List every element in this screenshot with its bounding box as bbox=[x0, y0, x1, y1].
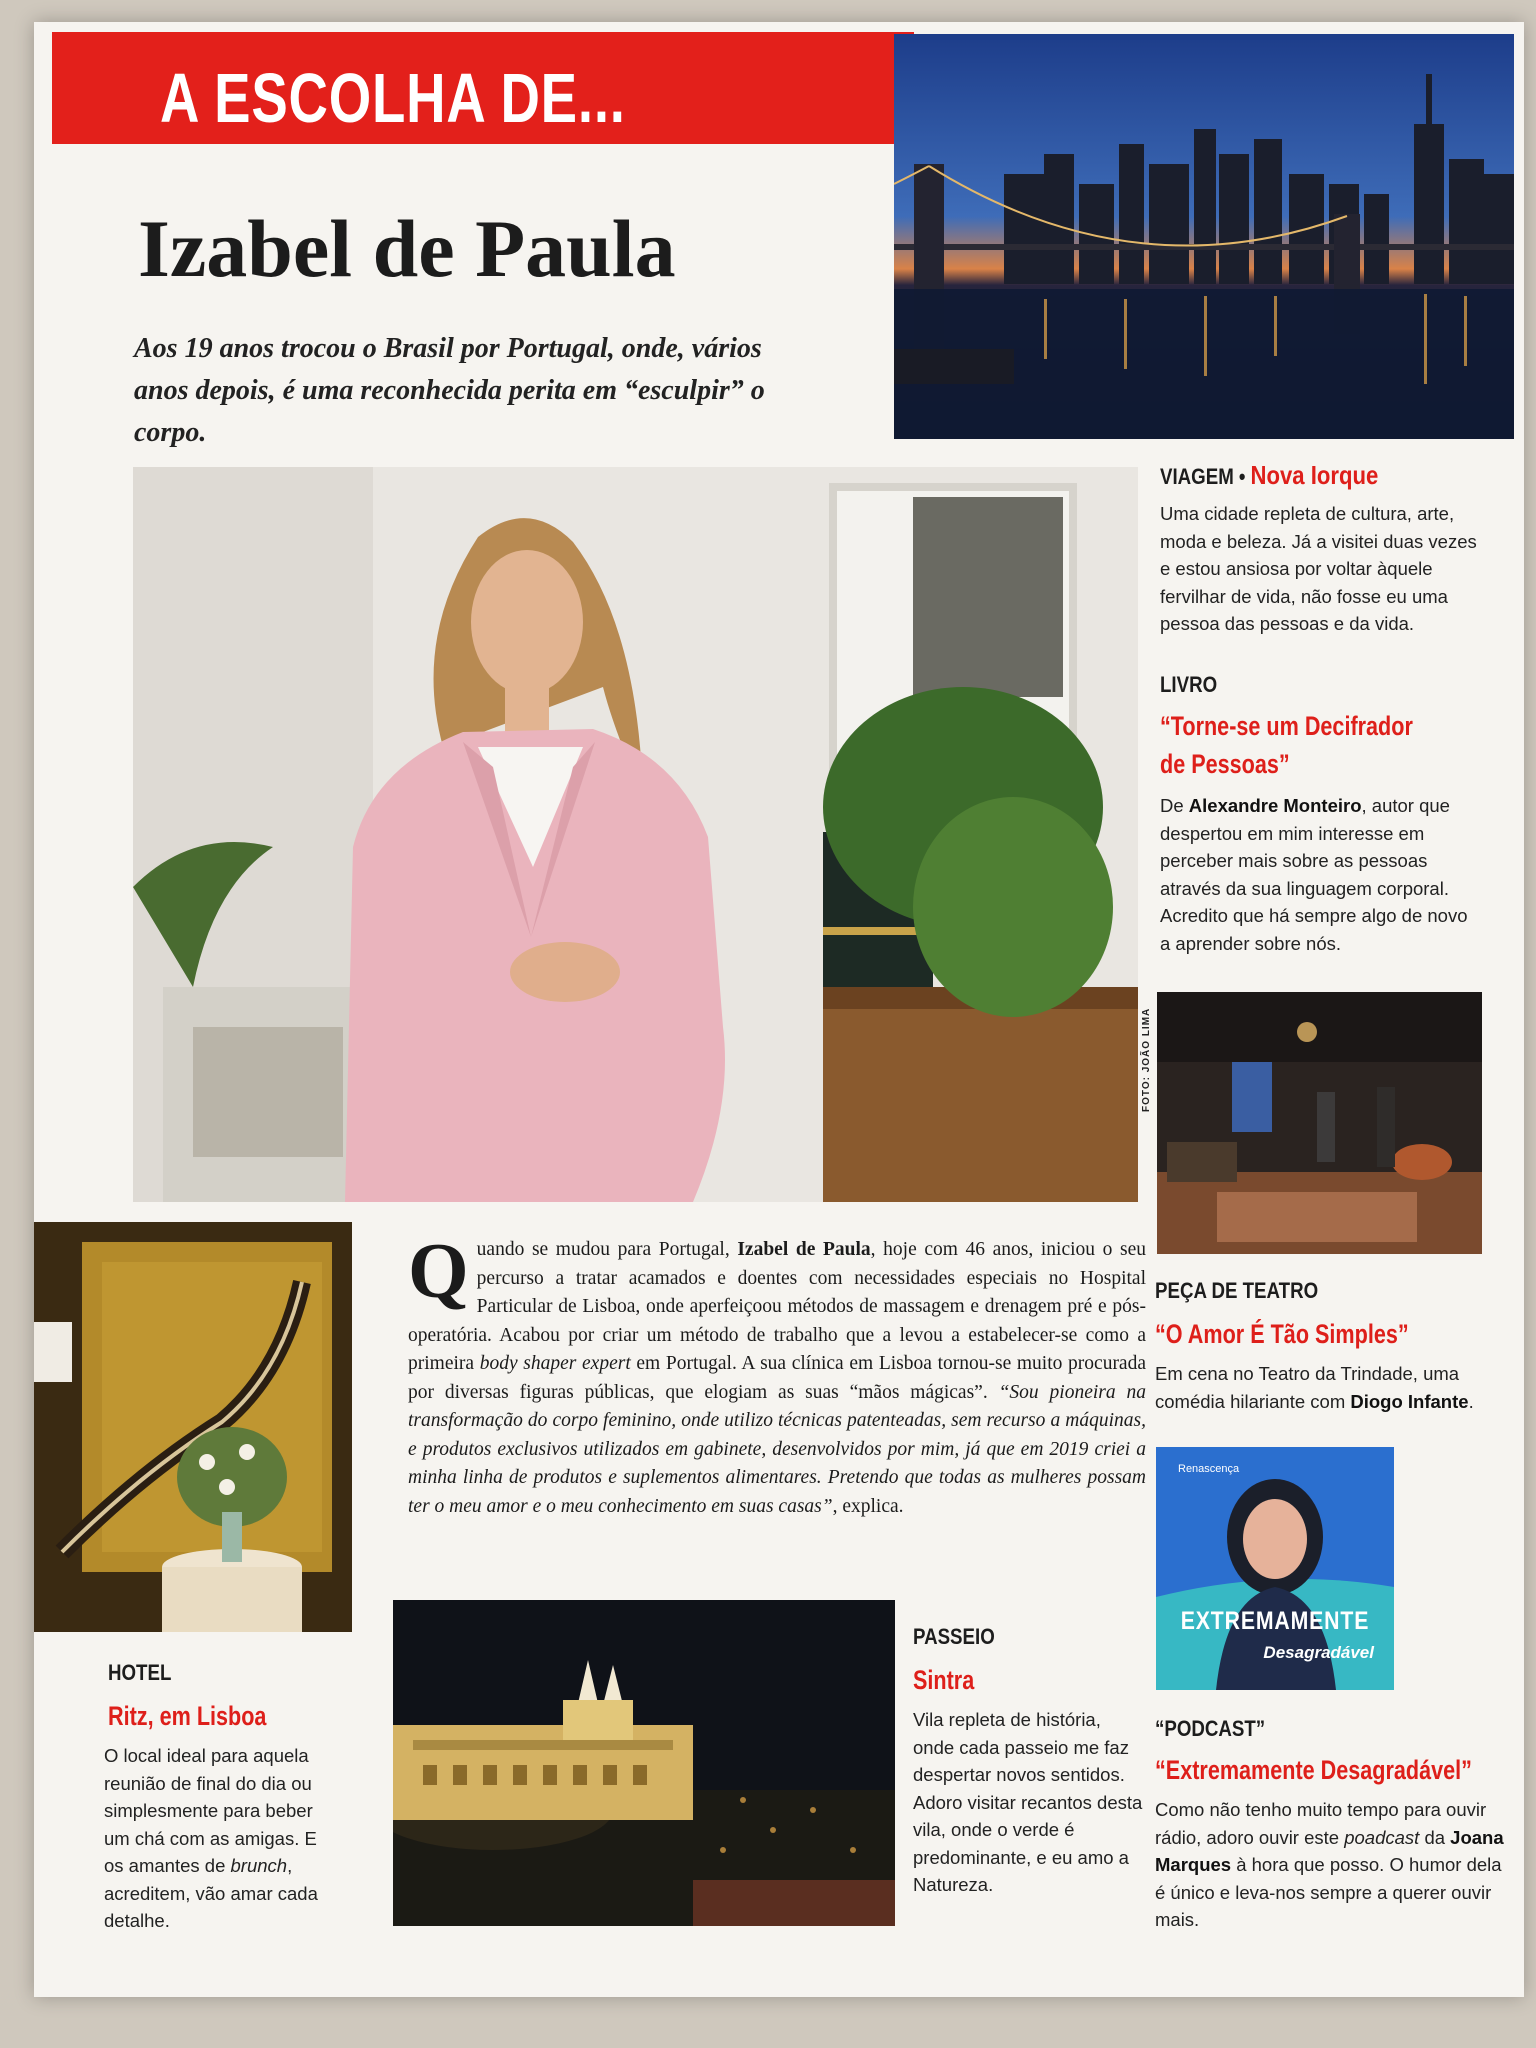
article-ending: , explica. bbox=[832, 1495, 904, 1517]
hotel-text-2: , acreditem, vão amar cada detalhe. bbox=[104, 1855, 318, 1931]
hotel-title: Ritz, em Lisboa bbox=[108, 1701, 267, 1731]
article-paragraph-1: , hoje com 46 anos, iniciou o seu percurso a tratar acamados e doentes com necessidades especiais no Hospital Particular de Lisboa, onde aperfeiçoou métodos de massagem e drenagem pré e pós-operatória. Acabou por criar um método de trabalho que a levou a estabelecer-se como a primeira bbox=[408, 1239, 1147, 1374]
new-york-photo bbox=[894, 34, 1514, 439]
magazine-page bbox=[34, 22, 1524, 1997]
banner-title: A ESCOLHA DE... bbox=[160, 59, 626, 137]
livro-title-line-2: de Pessoas” bbox=[1160, 749, 1290, 779]
article-body bbox=[408, 1227, 1147, 1521]
hotel-label: HOTEL bbox=[108, 1660, 172, 1685]
article-term: body shaper expert bbox=[479, 1353, 631, 1374]
teatro-title: “O Amor É Tão Simples” bbox=[1155, 1319, 1409, 1349]
hotel-text-1: O local ideal para aquela reunião de final do dia ou simplesmente para beber um chá com as amigas. E os amantes de bbox=[104, 1745, 317, 1876]
standfirst: Aos 19 anos trocou o Brasil por Portugal, onde, vários anos depois, é uma reconhecida perita em “esculpir” o corpo. bbox=[134, 333, 765, 448]
podcast-text-1: Como não tenho muito tempo para ouvir rádio, adoro ouvir este bbox=[1155, 1799, 1487, 1848]
podcast-logo-title: EXTREMAMENTE bbox=[1180, 1607, 1370, 1635]
sintra-photo bbox=[393, 1600, 895, 1926]
section-banner bbox=[52, 32, 914, 144]
teatro-label: PEÇA DE TEATRO bbox=[1155, 1278, 1319, 1303]
podcast-cover bbox=[1156, 1447, 1394, 1690]
livro-text bbox=[1160, 792, 1480, 957]
article-paragraph-2: em Portugal. A sua clínica em Lisboa tornou-se muito procurada por diversas figuras públicas, que elogiam as suas “mãos mágicas”. bbox=[408, 1353, 1146, 1403]
viagem-title: Nova Iorque bbox=[1250, 460, 1379, 490]
teatro-text-body: Em cena no Teatro da Trindade, uma comédia hilariante com bbox=[1155, 1363, 1460, 1412]
article-quote: “Sou pioneira na transformação do corpo feminino, onde utilizo técnicas patenteadas, sem recurso a máquinas, e produtos exclusivos utilizados em gabinete, desenvolvidos por mim, já que em 2019 criei a minha linha de produtos e suplementos alimentares. Pretendo que todas as mulheres possam ter o meu amor e o meu conhecimento em suas casas” bbox=[408, 1381, 1146, 1517]
drop-cap: Q bbox=[408, 1227, 469, 1314]
passeio-text: Vila repleta de história, onde cada passeio me faz despertar novos sentidos. Adoro visitar recantos desta vila, onde o verde é predominante, e eu amo a Natureza. bbox=[913, 1709, 1143, 1895]
subject-name: Izabel de Paula bbox=[138, 203, 676, 294]
article-subject-name: Izabel de Paula bbox=[737, 1239, 871, 1260]
livro-text-pre: De bbox=[1160, 795, 1189, 816]
viagem-text: Uma cidade repleta de cultura, arte, moda e beleza. Já a visitei duas vezes e estou ansiosa por voltar àquele fervilhar de vida, não fosse eu uma pessoa das pessoas e da vida. bbox=[1160, 503, 1477, 634]
viagem-label: VIAGEM bbox=[1160, 464, 1234, 489]
passeio-label: PASSEIO bbox=[913, 1624, 995, 1649]
theatre-photo bbox=[1157, 992, 1482, 1254]
photo-credit: FOTO: JOÃO LIMA bbox=[1141, 1007, 1152, 1112]
passeio-title: Sintra bbox=[913, 1665, 975, 1695]
podcast-label: “PODCAST” bbox=[1155, 1716, 1266, 1741]
hotel-term: brunch bbox=[230, 1855, 288, 1876]
teatro-text bbox=[1155, 1360, 1495, 1415]
teatro-text-end: . bbox=[1468, 1390, 1474, 1412]
article-lead: uando se mudou para Portugal, bbox=[476, 1239, 738, 1260]
podcast-title: “Extremamente Desagradável” bbox=[1155, 1755, 1472, 1785]
podcast-text-3: à hora que posso. O humor dela é único e leva-nos sempre a querer ouvir mais. bbox=[1155, 1854, 1502, 1930]
hotel-text bbox=[104, 1742, 334, 1935]
viagem-heading bbox=[1160, 460, 1378, 491]
podcast-logo-subtitle: Desagradável bbox=[1263, 1643, 1374, 1662]
livro-label: LIVRO bbox=[1160, 672, 1218, 697]
teatro-actor: Diogo Infante bbox=[1350, 1390, 1469, 1412]
portrait-photo bbox=[133, 467, 1138, 1202]
podcast-text-2: da bbox=[1419, 1826, 1451, 1848]
hotel-photo bbox=[34, 1222, 352, 1632]
podcast-host: Joana Marques bbox=[1155, 1826, 1504, 1875]
livro-author: Alexandre Monteiro bbox=[1188, 795, 1362, 816]
bullet-icon: • bbox=[1238, 464, 1246, 489]
livro-title-line-1: “Torne-se um Decifrador bbox=[1160, 711, 1413, 741]
podcast-term: poadcast bbox=[1344, 1826, 1420, 1848]
podcast-text bbox=[1155, 1796, 1505, 1934]
podcast-logo-brand: Renascença bbox=[1178, 1463, 1240, 1475]
livro-text-body: , autor que despertou em mim interesse em perceber mais sobre as pessoas através da sua linguagem corporal. Acredito que há sempre algo de novo a aprender sobre nós. bbox=[1160, 795, 1468, 954]
